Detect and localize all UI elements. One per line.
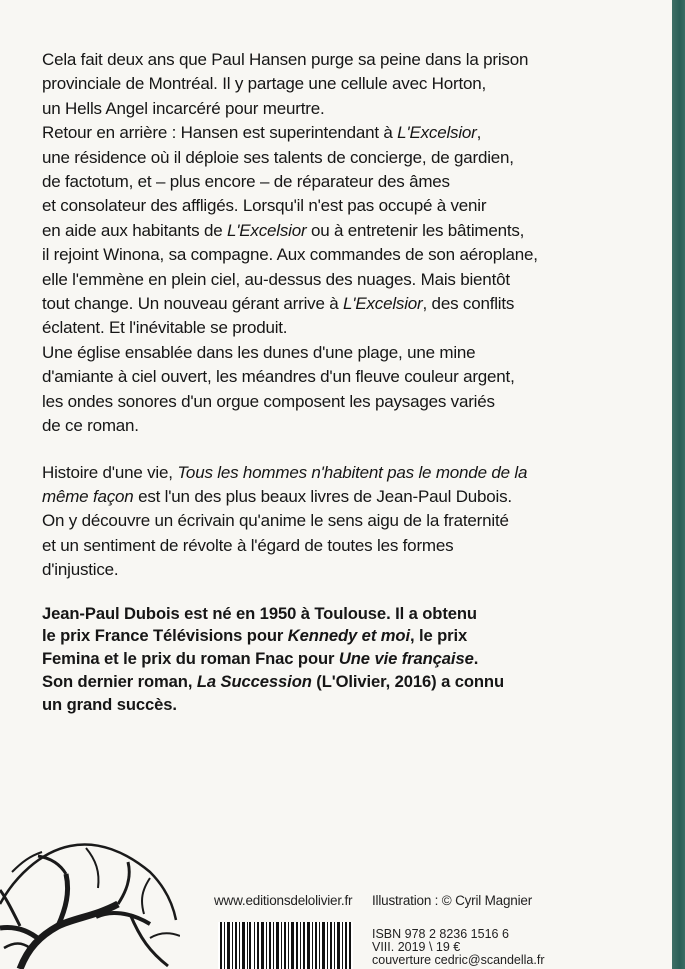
- book-title-excelsior: L'Excelsior: [226, 220, 307, 240]
- summary-line: et consolateur des affligés. Lorsqu'il n'est pas occupé à venir: [42, 196, 487, 216]
- appraisal-line: On y découvre un écrivain qu'anime le sens aigu de la fraternité: [42, 511, 509, 531]
- book-title-excelsior: L'Excelsior: [397, 123, 477, 143]
- summary-line: de ce roman.: [42, 416, 139, 436]
- bio-line: Son dernier roman, La Succession (L'Olivier, 2016) a connu: [42, 671, 505, 691]
- appraisal-line: et un sentiment de révolte à l'égard de toutes les formes: [42, 535, 454, 555]
- bio-line: un grand succès.: [42, 694, 177, 714]
- summary-line: un Hells Angel incarcéré pour meurtre.: [42, 98, 325, 118]
- book-blurb: [42, 48, 662, 717]
- summary-line: d'amiante à ciel ouvert, les méandres d'un fleuve couleur argent,: [42, 367, 515, 387]
- book-spine-edge: [672, 0, 685, 969]
- summary-line: une résidence où il déploie ses talents de concierge, de gardien,: [42, 147, 514, 167]
- date-price: VIII. 2019 \ 19 €: [372, 940, 461, 954]
- summary-line: éclatent. Et l'inévitable se produit.: [42, 318, 288, 338]
- isbn-barcode: [218, 922, 353, 969]
- summary-line: Une église ensablée dans les dunes d'une plage, une mine: [42, 342, 476, 362]
- summary-line: de factotum, et – plus encore – de réparateur des âmes: [42, 172, 450, 192]
- publisher-tree-logo: [0, 838, 180, 969]
- author-bio: [42, 603, 662, 717]
- bio-line: Femina et le prix du roman Fnac pour Une vie française.: [42, 649, 479, 669]
- appraisal-paragraph: [42, 461, 662, 583]
- bio-line: Jean-Paul Dubois est né en 1950 à Toulouse. Il a obtenu: [42, 603, 477, 623]
- cover-credit: couverture cedric@scandella.fr: [372, 953, 545, 967]
- appraisal-line: d'injustice.: [42, 560, 119, 580]
- isbn-number: ISBN 978 2 8236 1516 6: [372, 927, 509, 941]
- appraisal-line: même façon est l'un des plus beaux livres de Jean-Paul Dubois.: [42, 486, 512, 506]
- publisher-website: www.editionsdelolivier.fr: [214, 893, 353, 908]
- summary-line: il rejoint Winona, sa compagne. Aux commandes de son aéroplane,: [42, 245, 538, 265]
- summary-line: Cela fait deux ans que Paul Hansen purge sa peine dans la prison: [42, 50, 529, 69]
- summary-line: les ondes sonores d'un orgue composent les paysages variés: [42, 391, 495, 411]
- summary-line: elle l'emmène en plein ciel, au-dessus des nuages. Mais bientôt: [42, 269, 510, 289]
- illustration-credit: Illustration : © Cyril Magnier: [372, 893, 532, 908]
- bio-line: le prix France Télévisions pour Kennedy et moi, le prix: [42, 626, 468, 646]
- isbn-block: [372, 928, 545, 967]
- summary-line: provinciale de Montréal. Il y partage une cellule avec Horton,: [42, 74, 487, 94]
- summary-paragraph: [42, 48, 662, 439]
- book-title-excelsior: L'Excelsior: [343, 294, 423, 314]
- appraisal-line: Histoire d'une vie, Tous les hommes n'habitent pas le monde de la: [42, 462, 528, 482]
- summary-line: en aide aux habitants de L'Excelsior ou à entretenir les bâtiments,: [42, 220, 525, 240]
- summary-line: Retour en arrière : Hansen est superintendant à L'Excelsior,: [42, 123, 482, 143]
- summary-line: tout change. Un nouveau gérant arrive à L'Excelsior, des conflits: [42, 294, 515, 314]
